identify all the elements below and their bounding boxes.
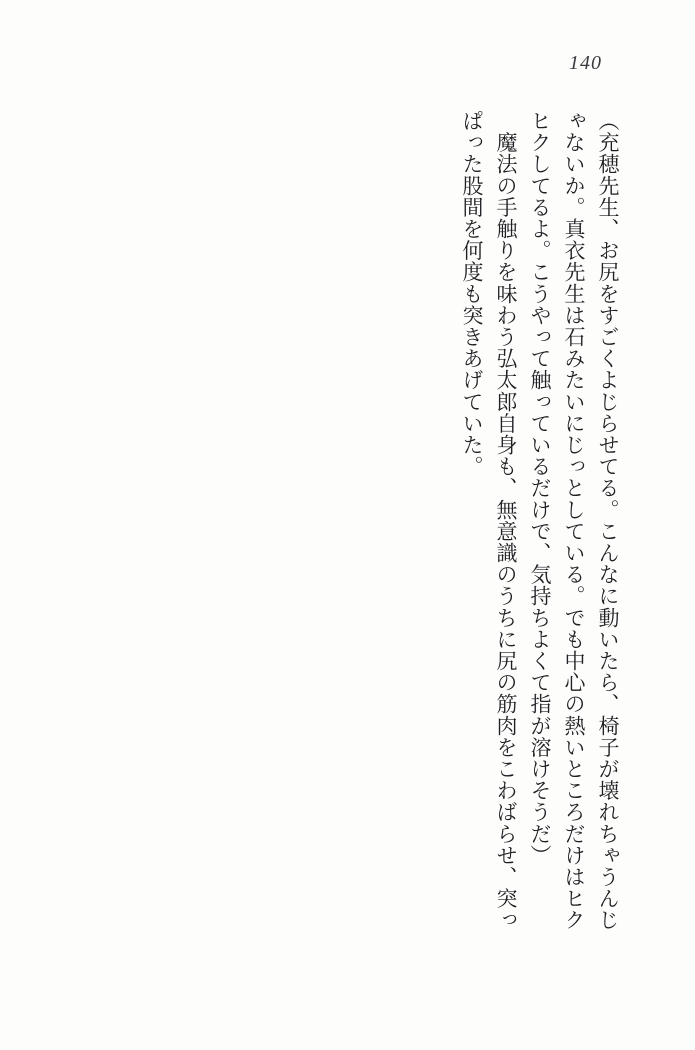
text-column-2: ゃないか。真衣先生は石みたいにじっとしている。でも中心の熱いところだけはヒク: [562, 110, 586, 931]
body-text: [455, 110, 625, 950]
text-column-3: ヒクしてるよ。こうやって触っているだけで、気持ちよくて指が溶けそうだ）: [528, 110, 552, 866]
text-column-1: （充穂先生、お尻をすごくよじらせてる。こんなに動いたら、椅子が壊れちゃうんじ: [596, 110, 620, 931]
page-number: 140: [569, 52, 602, 74]
text-column-4: 魔法の手触りを味わう弘太郎自身も、無意識のうちに尻の筋肉をこわばらせ、突っ: [494, 110, 518, 931]
text-column-5: ぱった股間を何度も突きあげていた。: [460, 110, 484, 478]
